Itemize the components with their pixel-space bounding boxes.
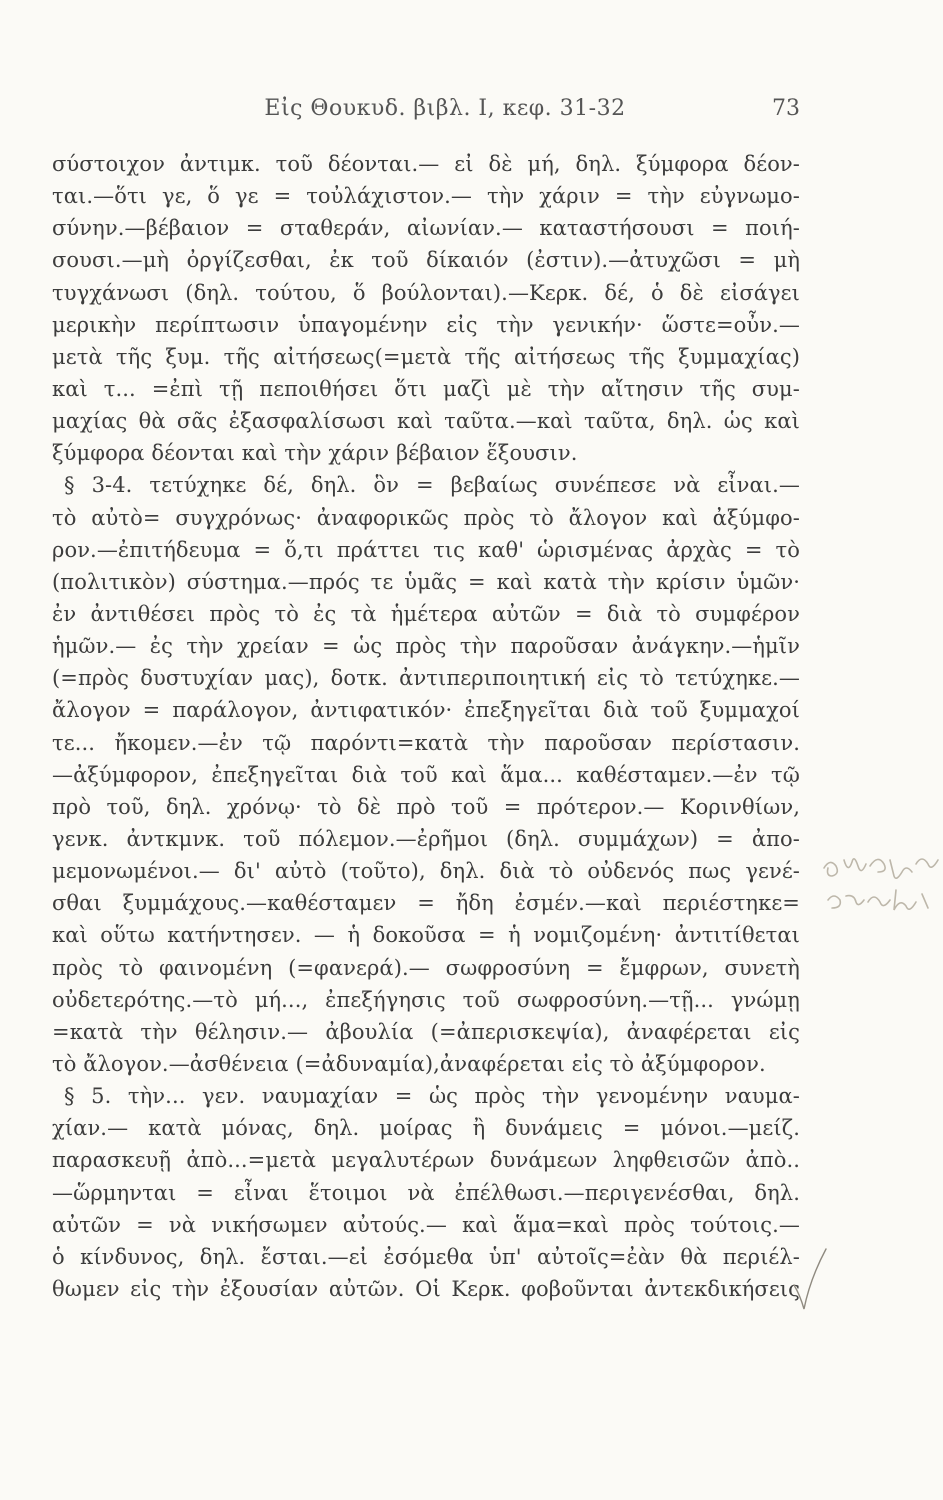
text-line: πρὸ τοῦ, δηλ. χρόνῳ· τὸ δὲ πρὸ τοῦ = πρότερον.— Κορινθίων,	[52, 794, 800, 819]
text-line: αὐτῶν = νὰ νικήσωμεν αὐτούς.— καὶ ἅμα=καὶ πρὸς τούτοις.—	[52, 1212, 800, 1237]
text-line: χίαν.— κατὰ μόνας, δηλ. μοίρας ἢ δυνάμεις = μόνοι.—μείζ.	[52, 1116, 800, 1141]
text-line: —ὥρμηνται = εἶναι ἕτοιμοι νὰ ἐπέλθωσι.—περιγενέσθαι, δηλ.	[52, 1180, 800, 1205]
text-line: οὐδετερότης.—τὸ μή..., ἐπεξήγησις τοῦ σωφροσύνη.—τῇ... γνώμῃ	[52, 987, 800, 1012]
text-line: σύστοιχον ἀντιμκ. τοῦ δέονται.— εἰ δὲ μή, δηλ. ξύμφορα δέον-	[52, 152, 800, 176]
text-line: (=πρὸς δυστυχίαν μας), δοτκ. ἀντιπεριποιητική εἰς τὸ τετύχηκε.—	[52, 666, 800, 691]
text-line: πρὸς τὸ φαινομένη (=φανερά).— σωφροσύνη = ἔμφρων, συνετὴ	[52, 955, 800, 980]
text-line: σθαι ξυμμάχους.—καθέσταμεν = ἤδη ἐσμέν.—καὶ περιέστηκε=	[52, 891, 800, 916]
text-line: ἡμῶν.— ἐς τὴν χρείαν = ὡς πρὸς τὴν παροῦσαν ἀνάγκην.—ἡμῖν	[52, 634, 800, 659]
text-line: ξύμφορα δέονται καὶ τὴν χάριν βέβαιον ἕξουσιν.	[52, 441, 578, 466]
text-line: σουσι.—μὴ ὀργίζεσθαι, ἐκ τοῦ δίκαιόν (ἐστιν).—ἀτυχῶσι = μὴ	[52, 248, 800, 273]
commentary-text	[52, 148, 800, 1305]
text-line: —ἀξύμφορον, ἐπεξηγεῖται διὰ τοῦ καὶ ἅμα... καθέσταμεν.—ἐν τῷ	[52, 762, 800, 787]
text-line: γενκ. ἀντκμνκ. τοῦ πόλεμον.—ἐρῆμοι (δηλ. συμμάχων) = ἀπο-	[52, 826, 800, 851]
text-line: ται.—ὅτι γε, ὅ γε = τοὐλάχιστον.— τὴν χάριν = τὴν εὐγνωμο-	[52, 184, 800, 209]
text-line: ἐν ἀντιθέσει πρὸς τὸ ἐς τὰ ἡμέτερα αὐτῶν = διὰ τὸ συμφέρον	[52, 601, 800, 626]
pencil-check-mark-icon	[790, 1245, 830, 1315]
text-line: τυγχάνωσι (δηλ. τούτου, ὅ βούλονται).—Κερκ. δέ, ὁ δὲ εἰσάγει	[52, 280, 800, 305]
text-line: τε... ἤκομεν.—ἐν τῷ παρόντι=κατὰ τὴν παροῦσαν περίστασιν.	[52, 730, 800, 755]
text-line: τὸ αὐτὸ= συγχρόνως· ἀναφορικῶς πρὸς τὸ ἄλογον καὶ ἀξύμφο-	[52, 505, 800, 530]
text-line: ἄλογον = παράλογον, ἀντιφατικόν· ἐπεξηγεῖται διὰ τοῦ ξυμμαχοί	[52, 698, 800, 723]
text-line: σύνην.—βέβαιον = σταθεράν, αἰωνίαν.— καταστήσουσι = ποιή-	[52, 216, 800, 241]
text-line: τὸ ἄλογον.—ἀσθένεια (=ἀδυναμία),ἀναφέρεται εἰς τὸ ἀξύμφορον.	[52, 1051, 766, 1076]
section-heading-line: § 5. τὴν... γεν. ναυμαχίαν = ὡς πρὸς τὴν γενομένην ναυμα-	[64, 1084, 800, 1109]
text-line: θωμεν εἰς τὴν ἐξουσίαν αὐτῶν. Οἱ Κερκ. φοβοῦνται ἀντεκδικήσεις	[52, 1276, 800, 1301]
text-line: ρον.—ἐπιτήδευμα = ὅ,τι πράττει τις καθ' ὡρισμένας ἀρχὰς = τὸ	[52, 537, 800, 562]
text-line: παρασκευῇ ἀπὸ...=μετὰ μεγαλυτέρων δυνάμεων ληφθεισῶν ἀπὸ..	[52, 1148, 800, 1173]
text-line: (πολιτικὸν) σύστημα.—πρός τε ὑμᾶς = καὶ κατὰ τὴν κρίσιν ὑμῶν·	[52, 569, 800, 594]
text-line: μαχίας θὰ σᾶς ἐξασφαλίσωσι καὶ ταῦτα.—καὶ ταῦτα, δηλ. ὡς καὶ	[52, 409, 800, 434]
handwritten-margin-note	[810, 830, 943, 940]
text-line: ὁ κίνδυνος, δηλ. ἔσται.—εἰ ἐσόμεθα ὑπ' αὐτοῖς=ἐὰν θὰ περιέλ-	[52, 1244, 800, 1269]
running-header: Εἰς Θουκυδ. βιβλ. Ι, κεφ. 31-32	[264, 96, 626, 121]
text-line: μεμονωμένοι.— δι' αὐτὸ (τοῦτο), δηλ. διὰ τὸ οὐδενός πως γενέ-	[52, 859, 800, 884]
text-line: =κατὰ τὴν θέλησιν.— ἀβουλία (=ἀπερισκεψία), ἀναφέρεται εἰς	[52, 1019, 800, 1044]
text-line: καὶ τ... =ἐπὶ τῇ πεποιθήσει ὅτι μαζὶ μὲ τὴν αἴτησιν τῆς συμ-	[52, 376, 800, 401]
page-number: 73	[772, 96, 800, 121]
text-line: καὶ οὕτω κατήντησεν. — ἡ δοκοῦσα = ἡ νομιζομένη· ἀντιτίθεται	[52, 923, 800, 948]
section-heading-line: § 3-4. τετύχηκε δέ, δηλ. ὃν = βεβαίως συνέπεσε νὰ εἶναι.—	[64, 473, 800, 498]
text-line: μερικὴν περίπτωσιν ὑπαγομένην εἰς τὴν γενικήν· ὥστε=οὖν.—	[52, 312, 800, 337]
text-line: μετὰ τῆς ξυμ. τῆς αἰτήσεως(=μετὰ τῆς αἰτήσεως τῆς ξυμμαχίας)	[52, 344, 800, 369]
